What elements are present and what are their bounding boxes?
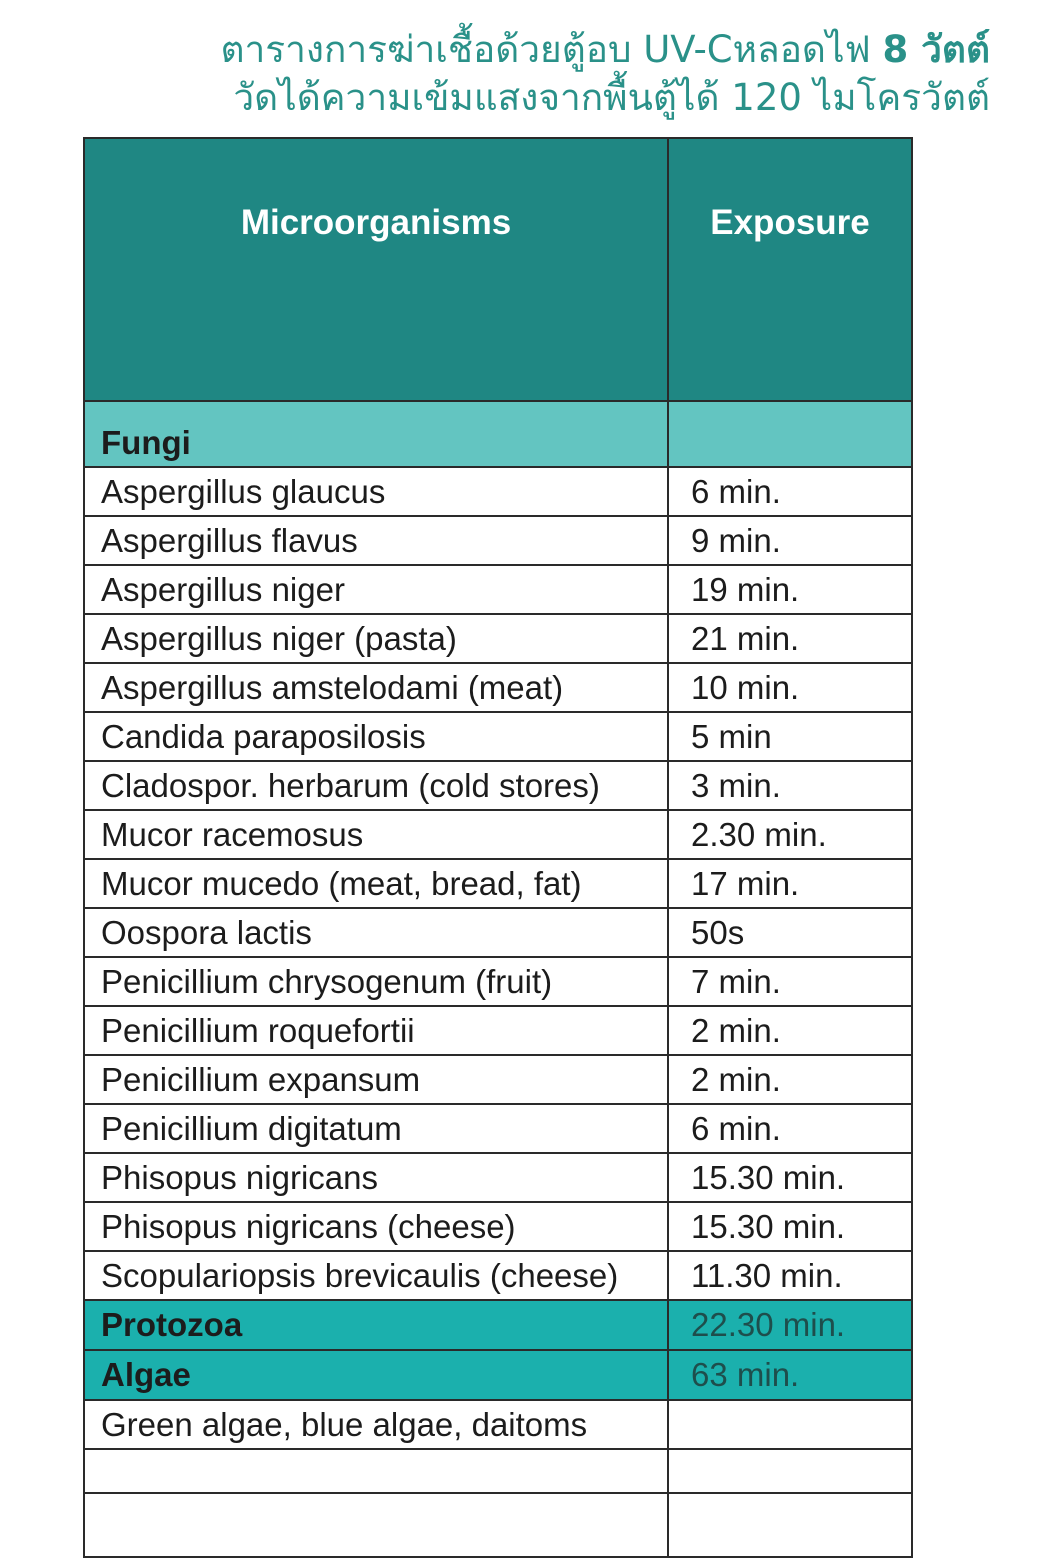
exposure-time: 6 min.: [668, 467, 912, 516]
microorganism-name: Penicillium digitatum: [84, 1104, 668, 1153]
microorganism-name: [84, 1449, 668, 1493]
empty-row: [84, 1493, 912, 1557]
exposure-time: 15.30 min.: [668, 1153, 912, 1202]
table-row: [84, 1153, 912, 1202]
table-row: [84, 1104, 912, 1153]
exposure-time: 22.30 min.: [668, 1300, 912, 1350]
table-row: [84, 1202, 912, 1251]
microorganism-name: Oospora lactis: [84, 908, 668, 957]
table-header-row: [84, 138, 912, 401]
microorganism-name: Phisopus nigricans (cheese): [84, 1202, 668, 1251]
table-row: [84, 1251, 912, 1300]
exposure-time: 21 min.: [668, 614, 912, 663]
group-row-algae: [84, 1350, 912, 1400]
table-row: [84, 614, 912, 663]
table-row: [84, 761, 912, 810]
table-row: [84, 565, 912, 614]
microorganism-name: Aspergillus amstelodami (meat): [84, 663, 668, 712]
microorganism-name: Scopulariopsis brevicaulis (cheese): [84, 1251, 668, 1300]
page-title: [220, 26, 990, 122]
table-row: [84, 810, 912, 859]
table-row: [84, 1400, 912, 1449]
table-row: [84, 1055, 912, 1104]
microorganism-name: Algae: [84, 1350, 668, 1400]
exposure-time: 11.30 min.: [668, 1251, 912, 1300]
table-row: [84, 712, 912, 761]
microorganism-name: Mucor racemosus: [84, 810, 668, 859]
title-line-2: วัดได้ความเข้มแสงจากพื้นตู้ได้ 120 ไมโครวัตต์: [233, 76, 990, 119]
microorganism-name: Penicillium expansum: [84, 1055, 668, 1104]
table-row: [84, 516, 912, 565]
exposure-time: [668, 1400, 912, 1449]
exposure-time: 63 min.: [668, 1350, 912, 1400]
exposure-time: 2.30 min.: [668, 810, 912, 859]
microorganism-name: [84, 1493, 668, 1557]
microorganism-name: Aspergillus glaucus: [84, 467, 668, 516]
exposure-time: [668, 1493, 912, 1557]
header-microorganisms: Microorganisms: [84, 138, 668, 401]
exposure-time: 15.30 min.: [668, 1202, 912, 1251]
microorganism-name: Penicillium chrysogenum (fruit): [84, 957, 668, 1006]
microorganism-name: Cladospor. herbarum (cold stores): [84, 761, 668, 810]
microorganism-name: Aspergillus niger (pasta): [84, 614, 668, 663]
exposure-time: 7 min.: [668, 957, 912, 1006]
exposure-time: 6 min.: [668, 1104, 912, 1153]
table-row: [84, 908, 912, 957]
uv-exposure-table: [83, 137, 913, 1558]
table-row: [84, 663, 912, 712]
group-exposure-fungi: [668, 401, 912, 467]
empty-row: [84, 1449, 912, 1493]
table-row: [84, 467, 912, 516]
exposure-time: 10 min.: [668, 663, 912, 712]
exposure-time: 50s: [668, 908, 912, 957]
exposure-time: 3 min.: [668, 761, 912, 810]
group-row-protozoa: [84, 1300, 912, 1350]
exposure-time: 17 min.: [668, 859, 912, 908]
microorganism-name: Phisopus nigricans: [84, 1153, 668, 1202]
microorganism-name: Green algae, blue algae, daitoms: [84, 1400, 668, 1449]
exposure-time: [668, 1449, 912, 1493]
title-wattage: 8 วัตต์: [882, 28, 990, 71]
exposure-time: 19 min.: [668, 565, 912, 614]
title-line-1: [220, 26, 990, 74]
microorganism-name: Penicillium roquefortii: [84, 1006, 668, 1055]
exposure-time: 5 min: [668, 712, 912, 761]
microorganism-name: Protozoa: [84, 1300, 668, 1350]
table-row: [84, 957, 912, 1006]
table-row: [84, 859, 912, 908]
exposure-time: 2 min.: [668, 1006, 912, 1055]
exposure-time: 9 min.: [668, 516, 912, 565]
header-exposure: Exposure: [668, 138, 912, 401]
exposure-time: 2 min.: [668, 1055, 912, 1104]
table-row: [84, 1006, 912, 1055]
microorganism-name: Candida paraposilosis: [84, 712, 668, 761]
group-row-fungi: [84, 401, 912, 467]
microorganism-name: Mucor mucedo (meat, bread, fat): [84, 859, 668, 908]
microorganism-name: Aspergillus flavus: [84, 516, 668, 565]
microorganism-name: Aspergillus niger: [84, 565, 668, 614]
group-label-fungi: Fungi: [84, 401, 668, 467]
title-line-1-text: ตารางการฆ่าเชื้อด้วยตู้อบ UV-Cหลอดไฟ: [220, 28, 871, 71]
